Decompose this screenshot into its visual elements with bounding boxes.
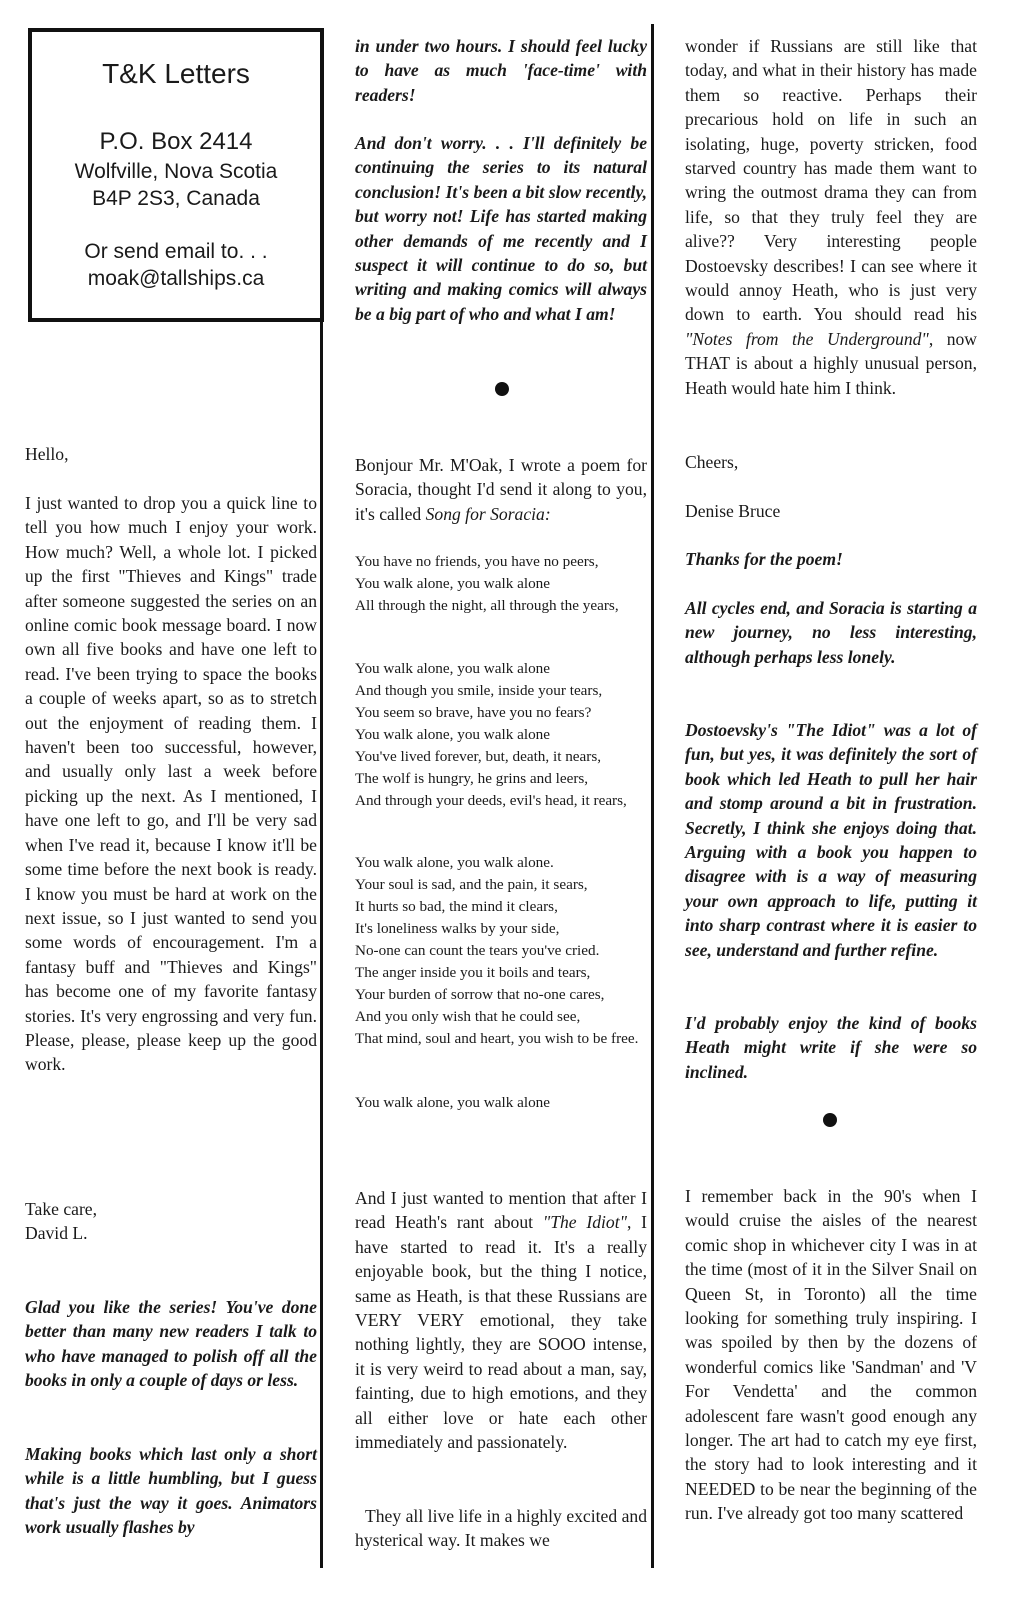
editor-reply: Thanks for the poem! [685,549,843,569]
po-box: P.O. Box 2414 [99,128,253,155]
poem-line: And though you smile, inside your tears, [355,682,603,699]
poem-title: Song for Soracia: [425,503,551,524]
book-title: "Notes from the Underground" [685,328,929,349]
column-rule-right [651,24,654,1568]
poem-stanza [355,551,647,617]
poem-line: Your soul is sad, and the pain, it sears, [355,876,588,893]
poem-line: No-one can count the tears you've cried. [355,942,600,959]
section-bullet [823,1113,837,1127]
editor-reply: in under two hours. I should feel lucky to have as much 'face-time' with readers! [355,36,647,105]
poem-line: You walk alone, you walk alone [355,575,551,592]
poem-line: You walk alone, you walk alone. [355,854,554,871]
letters-title: T&K Letters [102,58,250,89]
address-box [28,28,324,322]
letter-body: I just wanted to drop you a quick line to tell you how much I enjoy your work. How much? Well, a whole lot. I picked up the first "Thieves and Kings" trade after someone suggested the series on an online comic book message board. I now own all five books and have one left to read. I've been trying to space the books a couple of weeks apart, so as to stretch out the enjoyment of reading them. I haven't been too successful, however, and usually only last a week before picking up the next. As I mentioned, I have one left to go, and I'll be very sad when I've read it, because I know it'll be some time before the next book is ready. I know you must be hard at work on the next issue, so I just wanted to send you some words of encouragement. I'm a fantasy buff and "Thieves and Kings" has become one of my favorite fantasy stories. It's very engrossing and very fun. Please, please, please keep up the good work. [25,493,317,1075]
letter-signature: Denise Bruce [685,501,781,521]
poem-line: All through the night, all through the years, [355,597,619,614]
greeting: Hello, [25,444,69,464]
poem-end: You walk alone, you walk alone [355,1094,551,1111]
letter-intro: Bonjour Mr. M'Oak, I wrote a poem for Soracia, thought I'd send it along to you, it's called Song for Soracia: [355,455,647,524]
email-address: moak@tallships.ca [87,267,265,290]
letter-paragraph: I remember back in the 90's when I would cruise the aisles of the nearest comic shop in whichever city I was in at the time (most of it in the Silver Snail on Queen St, in Toronto) all the time looking for something truly inspiring. I was spoiled by then by the dozens of wonderful comics like 'Sandman' and 'V For Vendetta' and the common adolescent fare wasn't good enough any longer. The art had to catch my eye first, the story had to look interesting and it NEEDED to be near the beginning of the run. I've already got too many scattered [685,1186,977,1524]
editor-reply: I'd probably enjoy the kind of books Heath might write if she were so inclined. [685,1013,977,1082]
letter-signature: David L. [25,1223,88,1243]
editor-reply: Making books which last only a short while is a little humbling, but I guess that's just the way it goes. Animators work usually flashes by [25,1444,317,1538]
poem-line: You have no friends, you have no peers, [355,553,599,570]
editor-reply: Dostoevsky's "The Idiot" was a lot of fun, but yes, it was definitely the sort of book which led Heath to pull her hair and stomp around a bit in frustration. Secretly, I think she enjoys doing that. Arguing with a book you happen to disagree with is a way of measuring your own approach to life, putting it into sharp contrast where it is easier to see, understand and further refine. [685,720,977,960]
section-bullet [495,382,509,396]
poem-line: The anger inside you it boils and tears, [355,964,591,981]
address-city: Wolfville, Nova Scotia [74,160,278,183]
editor-reply: All cycles end, and Soracia is starting a new journey, no less interesting, although perhaps less lonely. [685,598,977,667]
email-intro: Or send email to. . . [84,240,268,263]
letter-closing: Cheers, [685,452,739,472]
poem-line: And you only wish that he could see, [355,1008,581,1025]
poem-line: And through your deeds, evil's head, it rears, [355,792,627,809]
poem-line: You walk alone, you walk alone [355,660,551,677]
poem-stanza [355,658,647,812]
poem-line: You've lived forever, but, death, it nears, [355,748,602,765]
poem-line: The wolf is hungry, he grins and leers, [355,770,589,787]
column-rule-left [320,316,323,1568]
letter-closing: Take care, [25,1199,98,1219]
letter-paragraph: And I just wanted to mention that after I read Heath's rant about "The Idiot", I have started to read it. It's a really enjoyable book, but the thing I notice, same as Heath, is that these Russians are VERY VERY emotional, they take nothing lightly, they are SOOO intense, it is very weird to read about a man, say, fainting, due to high emotions, and they all either love or hate each other immediately and passionately. [355,1188,648,1453]
editor-reply: Glad you like the series! You've done better than many new readers I talk to who have managed to polish off all the books in only a couple of days or less. [25,1297,317,1391]
letter-continued: wonder if Russians are still like that today, and what in their history has made them so reactive. Perhaps their precarious hold on life in such an isolating, huge, poverty stricken, food starved country has made them want to wring the outmost drama they can from life, so that they truly feel they are alive?? Very interesting people Dostoevsky describes! I can see where it would annoy Heath, who is just very down to earth. You should read his "Notes from the Underground", now THAT is about a highly unusual person, Heath would hate him I think. [685,36,977,398]
letter-paragraph: They all live life in a highly excited and hysterical way. It makes we [355,1506,647,1551]
poem-line: Your burden of sorrow that no-one cares, [355,986,605,1003]
poem-line: You seem so brave, have you no fears? [355,704,592,721]
editor-reply: And don't worry. . . I'll definitely be continuing the series to its natural conclusion! It's been a bit slow recently, but worry not! Life has started making other demands of me recently and I suspect it will continue to do so, but writing and making comics will always be a big part of who and what I am! [355,133,647,324]
poem-stanza [355,852,647,1050]
poem-line: You walk alone, you walk alone [355,726,551,743]
address-postal: B4P 2S3, Canada [92,187,260,210]
poem-line: That mind, soul and heart, you wish to be free. [355,1030,639,1047]
poem-line: It's loneliness walks by your side, [355,920,560,937]
book-title: "The Idiot" [542,1212,627,1233]
poem-line: It hurts so bad, the mind it clears, [355,898,558,915]
